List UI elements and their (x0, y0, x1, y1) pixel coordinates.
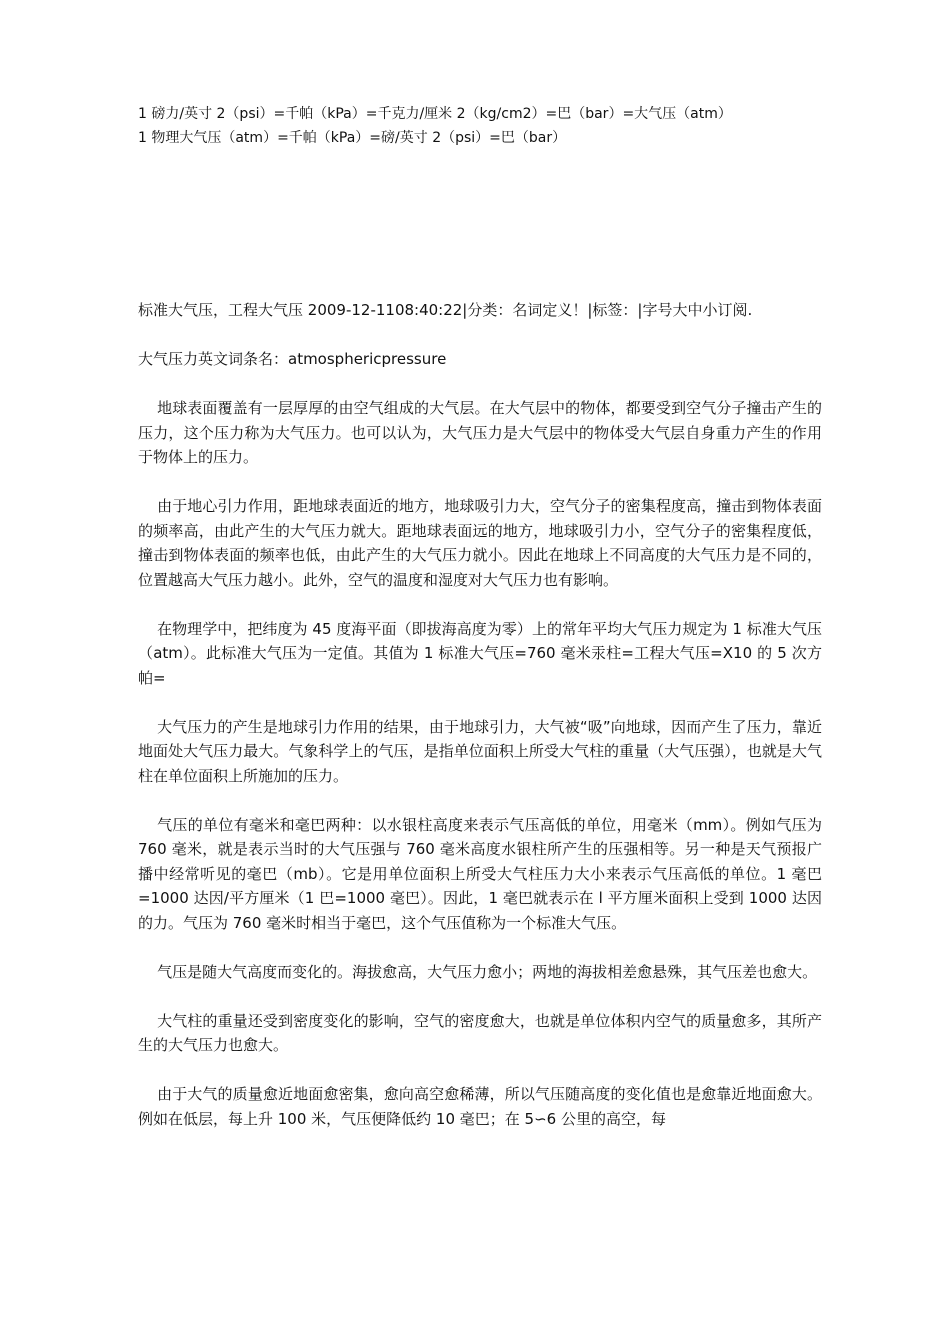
paragraph-altitude-variation: 气压是随大气高度而变化的。海拔愈高，大气压力愈小；两地的海拔相差愈悬殊，其气压差也愈大。 (157, 962, 818, 981)
paragraph-density-effect: 大气柱的重量还受到密度变化的影响，空气的密度愈大，也就是单位体积内空气的质量愈多，其所产生的大气压力也愈大。 (138, 1011, 822, 1054)
formula-atm-conversion: 1 物理大气压（atm）=千帕（kPa）=磅/英寸 2（psi）=巴（bar） (138, 130, 567, 146)
paragraph-gravity-effect: 由于地心引力作用，距地球表面近的地方，地球吸引力大，空气分子的密集程度高，撞击到物体表面的频率高，由此产生的大气压力就大。距地球表面远的地方，地球吸引力小，空气分子的密集程度低，撞击到物体表面的频率也低，由此产生的大气压力就小。因此在地球上不同高度的大气压力是不同的，位置越高大气压力越小。此外，空气的温度和湿度对大气压力也有影响。 (138, 497, 822, 589)
paragraph-standard-atmosphere: 在物理学中，把纬度为 45 度海平面（即拔海高度为零）上的常年平均大气压力规定为 1 标准大气压（atm）。此标准大气压为一定值。其值为 1 标准大气压=760 毫米汞柱=工程大气压=X10 的 5 次方帕= (138, 619, 822, 687)
paragraph-pressure-origin: 大气压力的产生是地球引力作用的结果，由于地球引力，大气被“吸”向地球，因而产生了压力，靠近地面处大气压力最大。气象科学上的气压，是指单位面积上所受大气柱的重量（大气压强），也就是大气柱在单位面积上所施加的压力。 (138, 717, 822, 785)
paragraph-atmosphere-definition: 地球表面覆盖有一层厚厚的由空气组成的大气层。在大气层中的物体，都要受到空气分子撞击产生的压力，这个压力称为大气压力。也可以认为，大气压力是大气层中的物体受大气层自身重力产生的作用于物体上的压力。 (138, 399, 822, 466)
formula-psi-conversion: 1 磅力/英寸 2（psi）=千帕（kPa）=千克力/厘米 2（kg/cm2）=巴（bar）=大气压（atm） (138, 106, 732, 122)
paragraph-pressure-units: 气压的单位有毫米和毫巴两种：以水银柱高度来表示气压高低的单位，用毫米（mm）。例如气压为 760 毫米，就是表示当时的大气压强与 760 毫米高度水银柱所产生的压强相等。另一种是天气预报广播中经常听见的毫巴（mb）。它是用单位面积上所受大气柱压力大小来表示气压高低的单位。1 毫巴=1000 达因/平方厘米（1 巴=1000 毫巴）。因此，1 毫巴就表示在 l 平方厘米面积上受到 1000 达因的力。气压为 760 毫米时相当于毫巴，这个气压值称为一个标准大气压。 (138, 815, 822, 932)
article-header-line: 标准大气压，工程大气压 2009-12-1108:40:22|分类：名词定义！|标签：|字号大中小订阅. (138, 301, 753, 319)
article-body (138, 298, 822, 1131)
paragraph-height-gradient: 由于大气的质量愈近地面愈密集，愈向高空愈稀薄，所以气压随高度的变化值也是愈靠近地面愈大。例如在低层，每上升 100 米，气压便降低约 10 毫巴；在 5∽6 公里的高空，每 (138, 1085, 822, 1128)
term-line: 大气压力英文词条名：atmosphericpressure (138, 350, 447, 368)
